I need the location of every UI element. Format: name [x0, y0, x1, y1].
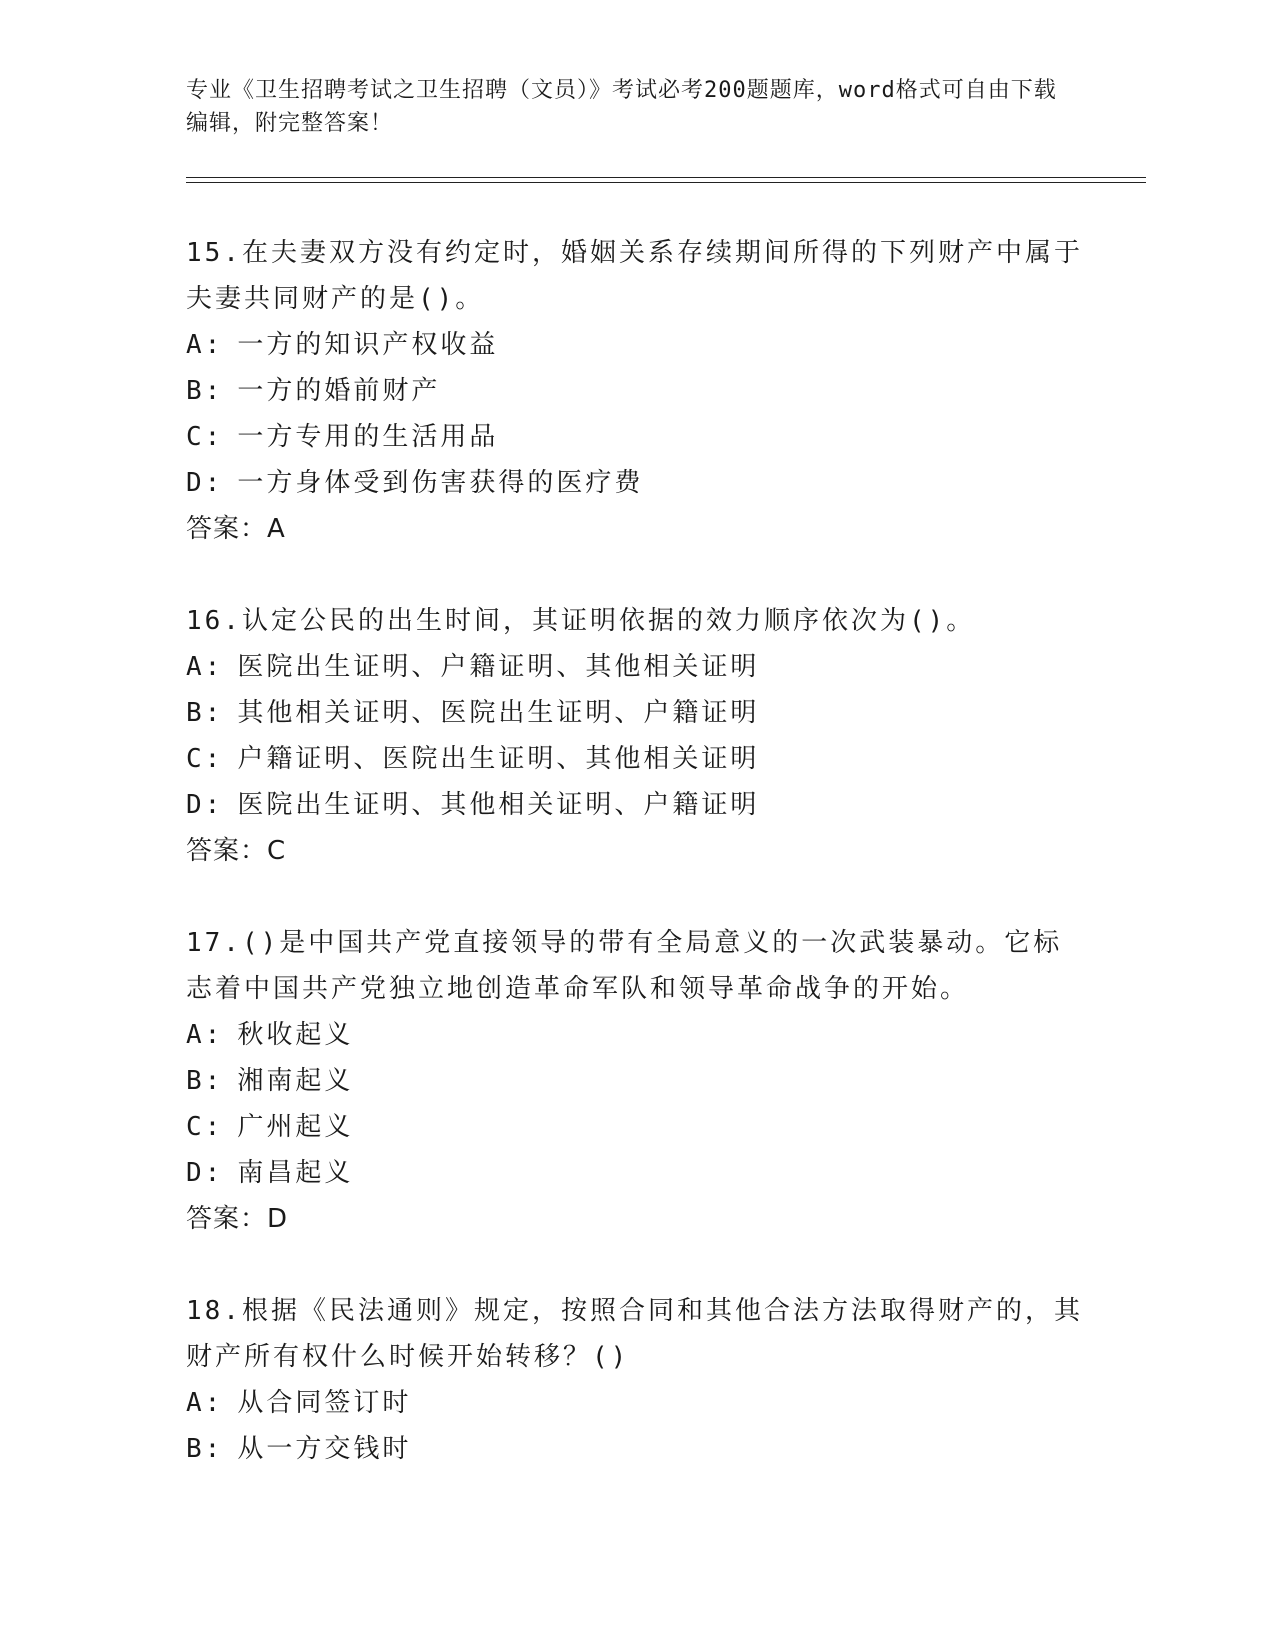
option-text: 从合同签订时	[237, 1388, 412, 1418]
option-a	[186, 322, 1086, 368]
option-letter: A:	[186, 330, 224, 360]
answer-line: 答案：C	[186, 836, 287, 866]
option-d	[186, 460, 1086, 506]
option-text: 一方身体受到伤害获得的医疗费	[237, 468, 644, 498]
option-d	[186, 1150, 1086, 1196]
question-17	[186, 920, 1086, 1242]
question-16	[186, 598, 1086, 874]
option-text: 一方的婚前财产	[237, 376, 441, 406]
option-letter: D:	[186, 790, 224, 820]
option-text: 医院出生证明、其他相关证明、户籍证明	[237, 790, 760, 820]
option-letter: D:	[186, 1158, 224, 1188]
document-header: 专业《卫生招聘考试之卫生招聘（文员）》考试必考200题题库，word格式可自由下载编辑，附完整答案！	[186, 78, 1057, 136]
option-b	[186, 1058, 1086, 1104]
question-stem: 16.认定公民的出生时间，其证明依据的效力顺序依次为()。	[186, 606, 976, 636]
option-a	[186, 644, 1086, 690]
question-stem: 15.在夫妻双方没有约定时，婚姻关系存续期间所得的下列财产中属于夫妻共同财产的是()。	[186, 238, 1083, 314]
option-b	[186, 368, 1086, 414]
question-18	[186, 1288, 1086, 1472]
option-b	[186, 690, 1086, 736]
option-letter: B:	[186, 698, 224, 728]
option-c	[186, 414, 1086, 460]
option-a	[186, 1380, 1086, 1426]
option-c	[186, 736, 1086, 782]
option-letter: A:	[186, 652, 224, 682]
option-letter: C:	[186, 422, 224, 452]
option-text: 其他相关证明、医院出生证明、户籍证明	[237, 698, 760, 728]
header-divider-top	[186, 177, 1146, 178]
option-text: 医院出生证明、户籍证明、其他相关证明	[237, 652, 760, 682]
question-stem: 17.()是中国共产党直接领导的带有全局意义的一次武装暴动。它标志着中国共产党独立地创造革命军队和领导革命战争的开始。	[186, 928, 1063, 1004]
option-b	[186, 1426, 1086, 1472]
option-letter: D:	[186, 468, 224, 498]
question-15	[186, 230, 1086, 552]
option-letter: B:	[186, 376, 224, 406]
option-text: 南昌起义	[237, 1158, 354, 1188]
option-letter: C:	[186, 744, 224, 774]
option-letter: A:	[186, 1020, 224, 1050]
option-text: 湘南起义	[237, 1066, 354, 1096]
option-d	[186, 782, 1086, 828]
header-divider-bottom	[186, 182, 1146, 183]
option-text: 秋收起义	[237, 1020, 354, 1050]
option-text: 从一方交钱时	[237, 1434, 412, 1464]
option-text: 一方专用的生活用品	[237, 422, 499, 452]
option-letter: C:	[186, 1112, 224, 1142]
option-text: 一方的知识产权收益	[237, 330, 499, 360]
question-list	[186, 230, 1086, 1518]
option-letter: B:	[186, 1066, 224, 1096]
answer-line: 答案：A	[186, 514, 286, 544]
option-text: 广州起义	[237, 1112, 354, 1142]
option-c	[186, 1104, 1086, 1150]
question-stem: 18.根据《民法通则》规定，按照合同和其他合法方法取得财产的，其财产所有权什么时候开始转移？()	[186, 1296, 1083, 1372]
answer-line: 答案：D	[186, 1204, 289, 1234]
option-letter: A:	[186, 1388, 224, 1418]
option-letter: B:	[186, 1434, 224, 1464]
option-text: 户籍证明、医院出生证明、其他相关证明	[237, 744, 760, 774]
option-a	[186, 1012, 1086, 1058]
